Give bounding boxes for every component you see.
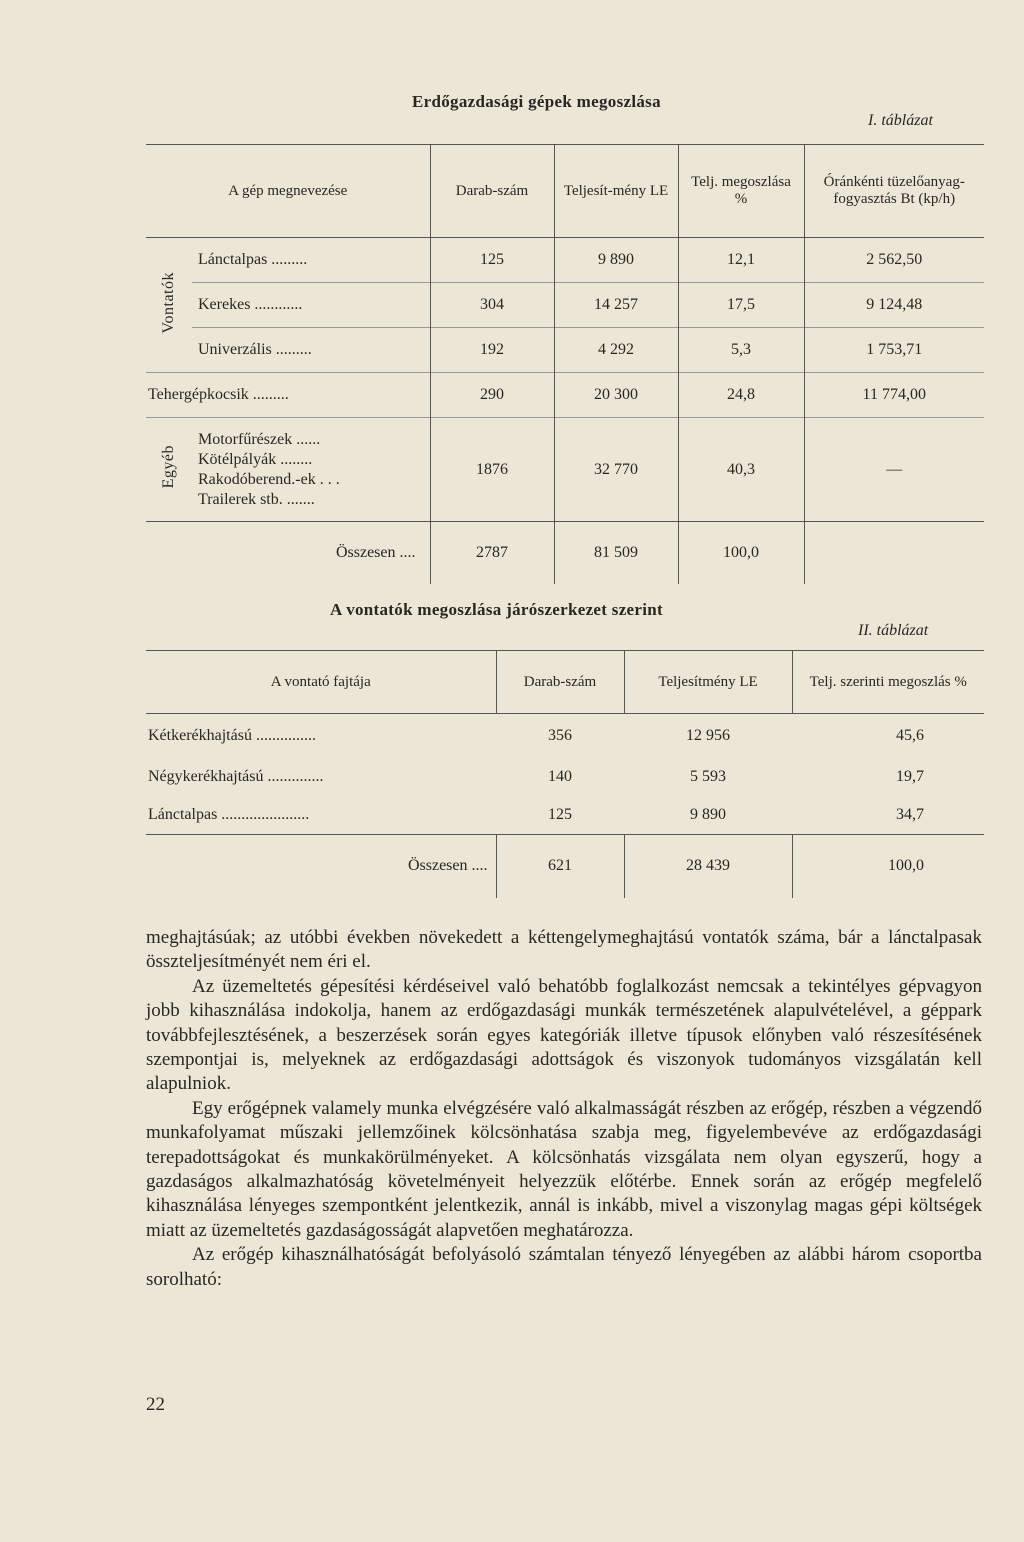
t1-other-share: 40,3 [678, 418, 804, 522]
t1-truck-count: 290 [430, 373, 554, 418]
t2-row-name: Kétkerékhajtású ............... [148, 726, 316, 744]
paragraph: Az üzemeltetés gépesítési kérdéseivel való behatóbb foglalkozást nemcsak a tekintélyes gépvagyon jobb kihasználása indokolja, hanem az erdőgazdasági munkák természetének alapulvételével, a géppark továbbfejlesztésének, a beszerzések során egyes kategóriák illetve típusok előnyben való részesítésének szempontjai is, melyeknek az erdőgazdasági adottságok és viszonyok tudományos vizsgálatán kell alapulniok. [146, 975, 982, 1095]
t2-row-share: 45,6 [896, 726, 924, 744]
t1-group-egyeb: Egyéb [146, 418, 192, 522]
t1-row-fuel: 9 124,48 [804, 283, 984, 328]
t2-total-power: 28 439 [624, 834, 792, 898]
table-row [146, 328, 984, 373]
t2-total-name: Összesen .... [146, 834, 496, 898]
table-row [146, 238, 984, 283]
table2-number: II. táblázat [858, 622, 929, 639]
t1-row-name: Kerekes ............ [192, 283, 430, 328]
t1-row-fuel: 2 562,50 [804, 238, 984, 283]
t1-row-fuel: 1 753,71 [804, 328, 984, 373]
t2-row-power: 12 956 [686, 726, 730, 744]
table1-number: I. táblázat [868, 112, 933, 129]
t1-total-count: 2787 [430, 522, 554, 584]
t1-header-share: Telj. megoszlása % [678, 145, 804, 238]
t1-truck-fuel: 11 774,00 [804, 373, 984, 418]
t1-truck-power: 20 300 [554, 373, 678, 418]
t2-row-share: 19,7 [896, 767, 924, 785]
t1-header-name: A gép megnevezése [146, 145, 430, 238]
t1-header-count: Darab-szám [430, 145, 554, 238]
t1-row-share: 5,3 [678, 328, 804, 373]
table1-title: Erdőgazdasági gépek megoszlása [412, 92, 661, 111]
t2-row-power: 9 890 [690, 805, 726, 823]
paragraph: Az erőgép kihasználhatóságát befolyásoló számtalan tényező lényegében az alábbi három csoportba sorolható: [146, 1244, 982, 1290]
t1-other-names: Motorfűrészek ...... Kötélpályák ........ Rakodóberend.-ek . . . Trailerek stb. ....... [192, 418, 430, 522]
t1-row-count: 125 [430, 238, 554, 283]
t2-row-count: 140 [548, 767, 572, 785]
t2-row-count: 125 [548, 805, 572, 823]
t1-row-share: 12,1 [678, 238, 804, 283]
t1-header-power: Teljesít-mény LE [554, 145, 678, 238]
t1-truck-share: 24,8 [678, 373, 804, 418]
t2-header-type: A vontató fajtája [146, 651, 496, 714]
t1-row-power: 14 257 [554, 283, 678, 328]
t1-other-power: 32 770 [554, 418, 678, 522]
t1-header-fuel: Óránkénti tüzelőanyag-fogyasztás Bt (kp/h) [804, 145, 984, 238]
t1-row-power: 4 292 [554, 328, 678, 373]
table-row [146, 796, 984, 835]
t2-total-count: 621 [496, 834, 624, 898]
t1-other-fuel: — [804, 418, 984, 522]
t1-row-name: Univerzális ......... [192, 328, 430, 373]
t1-truck-name: Tehergépkocsik ......... [146, 373, 430, 418]
paragraph: Egy erőgépnek valamely munka elvégzésére való alkalmasságát részben az erőgép, részben a végzendő munkafolyamat műszaki jellemzőinek kölcsönhatása szabja meg, figyelembevéve az erdőgazdasági terepadottságokat és munkakörülményeket. A kölcsönhatás vizsgálata nem olyan egyszerű, hogy a gazdaságos alkalmazhatóság követelményeit helyezzük előtérbe. Ennek során az erőgép megfelelő kihasználása lényeges szempontként jelentkezik, annál is inkább, mivel a viszonylag magas gépi költségek miatt az üzemeltetés gazdaságosságát alapvetően meghatározza. [146, 1097, 982, 1241]
t1-other-count: 1876 [430, 418, 554, 522]
table-row [146, 522, 984, 584]
table2-title: A vontatók megoszlása járószerkezet szerint [330, 600, 663, 619]
table-row [146, 283, 984, 328]
t2-total-share: 100,0 [792, 834, 984, 898]
t2-row-count: 356 [548, 726, 572, 744]
t2-header-count: Darab-szám [496, 651, 624, 714]
t1-row-power: 9 890 [554, 238, 678, 283]
paragraph: meghajtásúak; az utóbbi években növekedett a kéttengelymeghajtású vontatók száma, bár a lánctalpasak összteljesítményét nem éri el. [146, 927, 982, 973]
page-number: 22 [146, 1394, 165, 1415]
table-row [146, 758, 984, 796]
t2-row-name: Négykerékhajtású .............. [148, 767, 324, 785]
t1-total-power: 81 509 [554, 522, 678, 584]
t2-row-power: 5 593 [690, 767, 726, 785]
body-text [146, 926, 982, 1292]
t1-row-count: 192 [430, 328, 554, 373]
table2 [146, 650, 984, 898]
t1-total-share: 100,0 [678, 522, 804, 584]
t1-row-share: 17,5 [678, 283, 804, 328]
table-row [146, 418, 984, 522]
table-row [146, 373, 984, 418]
t1-total-name: Összesen .... [146, 522, 430, 584]
table-row [146, 714, 984, 758]
t2-row-share: 34,7 [896, 805, 924, 823]
t2-header-power: Teljesítmény LE [624, 651, 792, 714]
t2-row-name: Lánctalpas ...................... [148, 805, 310, 823]
t2-header-share: Telj. szerinti megoszlás % [792, 651, 984, 714]
t1-group-vontatok: Vontatók [160, 271, 177, 334]
t1-row-count: 304 [430, 283, 554, 328]
t1-row-name: Lánctalpas ......... [198, 251, 308, 268]
table-row [146, 834, 984, 898]
table1 [146, 144, 984, 584]
t1-total-fuel [804, 522, 984, 584]
